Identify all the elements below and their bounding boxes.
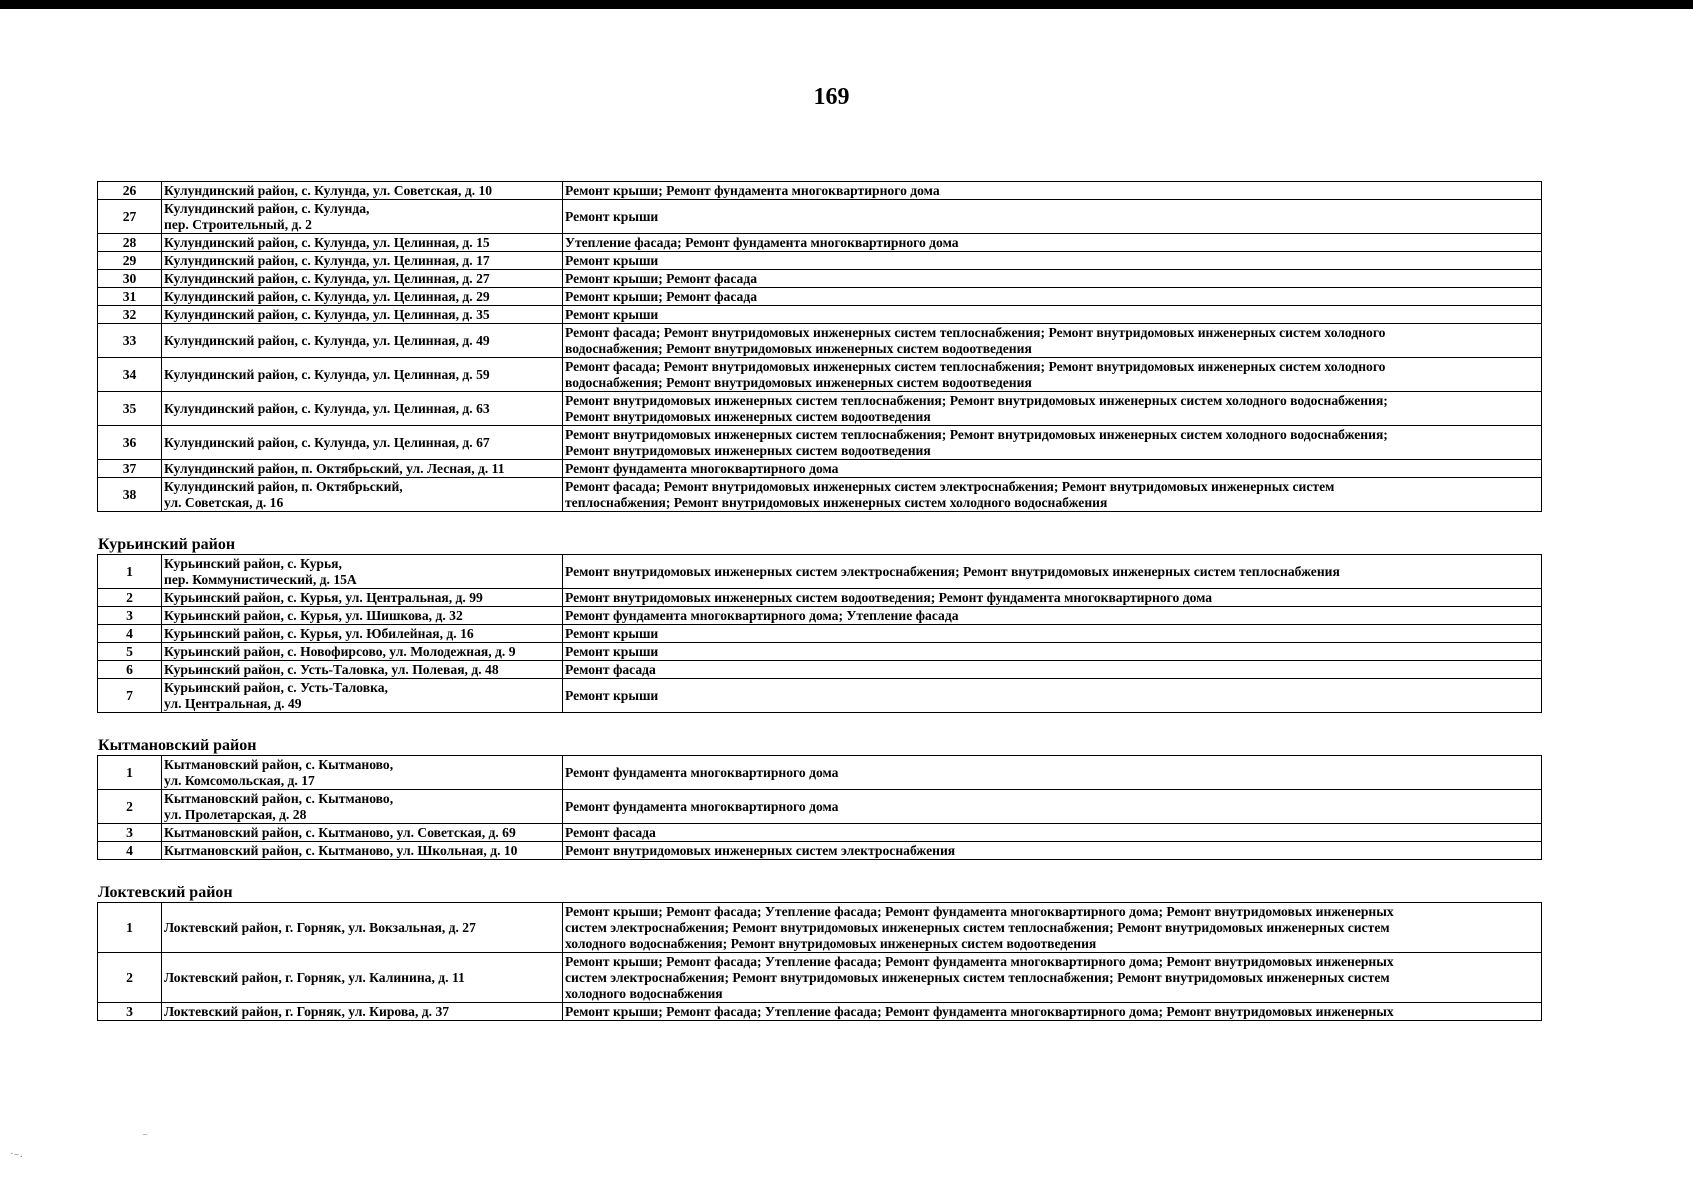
- row-address: Курьинский район, с. Курья, ул. Юбилейная, д. 16: [162, 625, 563, 643]
- row-number: 1: [98, 903, 162, 953]
- row-number: 36: [98, 426, 162, 460]
- table-row: [98, 555, 1542, 589]
- table-row: [98, 790, 1542, 824]
- table-row: [98, 460, 1542, 478]
- row-number: 28: [98, 234, 162, 252]
- table-row: [98, 252, 1542, 270]
- row-number: 31: [98, 288, 162, 306]
- table-row: [98, 288, 1542, 306]
- table-row: [98, 306, 1542, 324]
- table-row: [98, 607, 1542, 625]
- row-number: 32: [98, 306, 162, 324]
- row-number: 3: [98, 607, 162, 625]
- table-row: [98, 478, 1542, 512]
- row-address: Кулундинский район, с. Кулунда, ул. Целинная, д. 29: [162, 288, 563, 306]
- row-works: Ремонт крыши; Ремонт фасада; Утепление фасада; Ремонт фундамента многоквартирного дома; Ремонт внутридомовых инженерных систем электроснабжения; Ремонт внутридомовых инженерных систем теплоснабжения; Ремонт внутридомовых инженерных систем холодного водоснабжения; Ремонт внутридомовых инженерных систем водоотведения: [563, 903, 1542, 953]
- row-number: 2: [98, 953, 162, 1003]
- row-address: Курьинский район, с. Усть-Таловка, ул. Полевая, д. 48: [162, 661, 563, 679]
- table-row: [98, 426, 1542, 460]
- row-works: Ремонт фундамента многоквартирного дома: [563, 460, 1542, 478]
- row-number: 29: [98, 252, 162, 270]
- row-works: Ремонт крыши; Ремонт фасада: [563, 288, 1542, 306]
- table-row: [98, 661, 1542, 679]
- table-row: [98, 756, 1542, 790]
- row-number: 27: [98, 200, 162, 234]
- section-title: Кытмановский район: [98, 737, 257, 754]
- table-row: [98, 358, 1542, 392]
- table-row: [98, 200, 1542, 234]
- row-works: Ремонт внутридомовых инженерных систем теплоснабжения; Ремонт внутридомовых инженерных систем холодного водоснабжения; Ремонт внутридомовых инженерных систем водоотведения: [563, 426, 1542, 460]
- section-title: Курьинский район: [98, 536, 236, 553]
- row-number: 2: [98, 589, 162, 607]
- row-address: Кулундинский район, с. Кулунда, ул. Целинная, д. 35: [162, 306, 563, 324]
- row-address: Курьинский район, с. Усть-Таловка, ул. Центральная, д. 49: [162, 679, 563, 713]
- row-number: 38: [98, 478, 162, 512]
- row-number: 1: [98, 756, 162, 790]
- row-address: Кулундинский район, п. Октябрьский, ул. Советская, д. 16: [162, 478, 563, 512]
- scan-speck: ˙⁻·: [10, 1151, 24, 1163]
- row-works: Ремонт фасада: [563, 824, 1542, 842]
- works-table: [97, 181, 1542, 512]
- row-number: 3: [98, 824, 162, 842]
- row-address: Курьинский район, с. Курья, ул. Центральная, д. 99: [162, 589, 563, 607]
- row-address: Кытмановский район, с. Кытманово, ул. Пролетарская, д. 28: [162, 790, 563, 824]
- row-number: 3: [98, 1003, 162, 1021]
- row-address: Курьинский район, с. Курья, ул. Шишкова, д. 32: [162, 607, 563, 625]
- row-number: 1: [98, 555, 162, 589]
- row-works: Ремонт фундамента многоквартирного дома; Утепление фасада: [563, 607, 1542, 625]
- row-works: Ремонт фасада: [563, 661, 1542, 679]
- row-address: Кулундинский район, с. Кулунда, ул. Целинная, д. 17: [162, 252, 563, 270]
- row-address: Кытмановский район, с. Кытманово, ул. Школьная, д. 10: [162, 842, 563, 860]
- row-works: Ремонт крыши: [563, 625, 1542, 643]
- table-row: [98, 234, 1542, 252]
- table-row: [98, 270, 1542, 288]
- document-body: [97, 181, 1542, 1021]
- row-works: Утепление фасада; Ремонт фундамента многоквартирного дома: [563, 234, 1542, 252]
- row-number: 4: [98, 625, 162, 643]
- table-row: [98, 953, 1542, 1003]
- table-row: [98, 324, 1542, 358]
- row-number: 35: [98, 392, 162, 426]
- row-number: 26: [98, 182, 162, 200]
- row-number: 5: [98, 643, 162, 661]
- row-address: Локтевский район, г. Горняк, ул. Вокзальная, д. 27: [162, 903, 563, 953]
- row-address: Курьинский район, с. Новофирсово, ул. Молодежная, д. 9: [162, 643, 563, 661]
- row-number: 34: [98, 358, 162, 392]
- table-row: [98, 182, 1542, 200]
- row-address: Кулундинский район, с. Кулунда, ул. Целинная, д. 27: [162, 270, 563, 288]
- row-works: Ремонт фундамента многоквартирного дома: [563, 790, 1542, 824]
- row-address: Кулундинский район, с. Кулунда, пер. Строительный, д. 2: [162, 200, 563, 234]
- row-works: Ремонт фасада; Ремонт внутридомовых инженерных систем теплоснабжения; Ремонт внутридомовых инженерных систем холодного водоснабжения; Ремонт внутридомовых инженерных систем водоотведения: [563, 358, 1542, 392]
- row-works: Ремонт фундамента многоквартирного дома: [563, 756, 1542, 790]
- row-works: Ремонт внутридомовых инженерных систем электроснабжения; Ремонт внутридомовых инженерных систем теплоснабжения: [563, 555, 1542, 589]
- row-works: Ремонт внутридомовых инженерных систем теплоснабжения; Ремонт внутридомовых инженерных систем холодного водоснабжения; Ремонт внутридомовых инженерных систем водоотведения: [563, 392, 1542, 426]
- row-address: Кытмановский район, с. Кытманово, ул. Советская, д. 69: [162, 824, 563, 842]
- row-works: Ремонт крыши: [563, 252, 1542, 270]
- table-row: [98, 903, 1542, 953]
- row-works: Ремонт крыши; Ремонт фасада: [563, 270, 1542, 288]
- row-works: Ремонт крыши: [563, 200, 1542, 234]
- table-row: [98, 589, 1542, 607]
- scan-top-border: [0, 0, 1693, 9]
- row-number: 4: [98, 842, 162, 860]
- row-address: Кулундинский район, с. Кулунда, ул. Советская, д. 10: [162, 182, 563, 200]
- row-works: Ремонт крыши; Ремонт фасада; Утепление фасада; Ремонт фундамента многоквартирного дома; Ремонт внутридомовых инженерных: [563, 1003, 1542, 1021]
- row-works: Ремонт крыши; Ремонт фасада; Утепление фасада; Ремонт фундамента многоквартирного дома; Ремонт внутридомовых инженерных систем электроснабжения; Ремонт внутридомовых инженерных систем теплоснабжения; Ремонт внутридомовых инженерных систем холодного водоснабжения: [563, 953, 1542, 1003]
- row-address: Кулундинский район, с. Кулунда, ул. Целинная, д. 49: [162, 324, 563, 358]
- table-row: [98, 679, 1542, 713]
- row-works: Ремонт крыши: [563, 679, 1542, 713]
- row-works: Ремонт крыши; Ремонт фундамента многоквартирного дома: [563, 182, 1542, 200]
- table-row: [98, 842, 1542, 860]
- table-row: [98, 643, 1542, 661]
- row-address: Кулундинский район, с. Кулунда, ул. Целинная, д. 59: [162, 358, 563, 392]
- page-number: 169: [813, 84, 850, 110]
- row-number: 33: [98, 324, 162, 358]
- table-row: [98, 824, 1542, 842]
- row-number: 30: [98, 270, 162, 288]
- row-works: Ремонт крыши: [563, 306, 1542, 324]
- works-table: [97, 554, 1542, 713]
- row-address: Кытмановский район, с. Кытманово, ул. Комсомольская, д. 17: [162, 756, 563, 790]
- row-address: Локтевский район, г. Горняк, ул. Калинина, д. 11: [162, 953, 563, 1003]
- row-works: Ремонт внутридомовых инженерных систем электроснабжения: [563, 842, 1542, 860]
- row-address: Кулундинский район, с. Кулунда, ул. Целинная, д. 15: [162, 234, 563, 252]
- works-table: [97, 902, 1542, 1021]
- row-works: Ремонт внутридомовых инженерных систем водоотведения; Ремонт фундамента многоквартирного дома: [563, 589, 1542, 607]
- table-row: [98, 625, 1542, 643]
- row-address: Кулундинский район, с. Кулунда, ул. Целинная, д. 67: [162, 426, 563, 460]
- row-address: Курьинский район, с. Курья, пер. Коммунистический, д. 15А: [162, 555, 563, 589]
- row-address: Кулундинский район, п. Октябрьский, ул. Лесная, д. 11: [162, 460, 563, 478]
- row-number: 2: [98, 790, 162, 824]
- row-address: Кулундинский район, с. Кулунда, ул. Целинная, д. 63: [162, 392, 563, 426]
- row-works: Ремонт крыши: [563, 643, 1542, 661]
- row-works: Ремонт фасада; Ремонт внутридомовых инженерных систем электроснабжения; Ремонт внутридомовых инженерных систем теплоснабжения; Ремонт внутридомовых инженерных систем холодного водоснабжения: [563, 478, 1542, 512]
- row-number: 37: [98, 460, 162, 478]
- table-row: [98, 392, 1542, 426]
- row-address: Локтевский район, г. Горняк, ул. Кирова, д. 37: [162, 1003, 563, 1021]
- row-number: 7: [98, 679, 162, 713]
- section-title: Локтевский район: [98, 884, 233, 901]
- row-works: Ремонт фасада; Ремонт внутридомовых инженерных систем теплоснабжения; Ремонт внутридомовых инженерных систем холодного водоснабжения; Ремонт внутридомовых инженерных систем водоотведения: [563, 324, 1542, 358]
- scan-speck: ⁻: [142, 1131, 148, 1143]
- table-row: [98, 1003, 1542, 1021]
- row-number: 6: [98, 661, 162, 679]
- works-table: [97, 755, 1542, 860]
